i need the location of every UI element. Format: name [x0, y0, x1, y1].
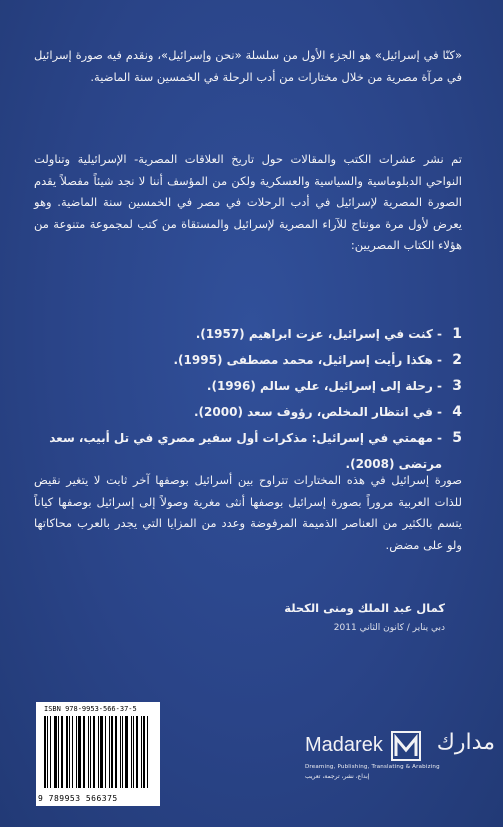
barcode-bar [50, 716, 51, 788]
barcode-bar [47, 716, 48, 788]
list-text: - رحلة إلى إسرائيل، علي سالم (1996). [206, 379, 442, 393]
barcode-bar [147, 716, 148, 788]
list-number: 2 [452, 352, 462, 368]
publisher-tagline: Dreaming, Publishing, Translating & Arabizing [305, 764, 440, 770]
barcode-bar [122, 716, 123, 788]
barcode-bar [100, 716, 103, 788]
list-text: - هكذا رأيت إسرائيل، محمد مصطفى (1995). [173, 353, 442, 367]
barcode-bar [78, 716, 81, 788]
barcode-bar [115, 716, 117, 788]
date-line: دبي يناير / كانون الثاني 2011 [333, 623, 445, 633]
barcode-bar [88, 716, 89, 788]
list-text: - في انتظار المخلص، رؤوف سعد (2000). [193, 405, 442, 419]
barcode-bar [136, 716, 138, 788]
publisher-name-latin: Madarek [305, 734, 383, 756]
barcode-bar [98, 716, 99, 788]
list-item [34, 373, 462, 399]
barcode-bar [105, 716, 106, 788]
list-number: 5 [452, 430, 462, 446]
barcode-bar [58, 716, 59, 788]
list-text: - كنت في إسرائيل، عزت ابراهيم (1957). [195, 327, 442, 341]
barcode-bars [44, 716, 152, 788]
list-number: 4 [452, 404, 462, 420]
third-paragraph: صورة إسرائيل في هذه المختارات تتراوح بين أسرائيل بوصفها آخر ثابت لا يتغير نقيض للذات العربية مروراً بصورة إسرائيل بوصفها أنثى مغرية وصولاً إلى إسرائيل بوصفها كياناً يتسم بالكثير من العناصر الذميمة المرفوضة وعدد من المزايا التي يجدر بالعرب محاكاتها ولو على مضض. [34, 473, 462, 552]
publisher-logo [305, 726, 495, 796]
list-number: 3 [452, 378, 462, 394]
barcode-bar [66, 716, 68, 788]
barcode [36, 702, 160, 806]
list-item [34, 347, 462, 373]
second-paragraph: تم نشر عشرات الكتب والمقالات حول تاريخ العلاقات المصرية- الإسرائيلية وتناولت النواحي الدبلوماسية والسياسية والعسكرية ولكن من المؤسف أننا لا نجد شيئاً مفصلاً يقدم الصورة المصرية لإسرائيل في أدب الرحلات في مصر في الخمسين سنة الماضية. وهو يعرض لأول مرة مونتاج للآراء المصرية لإسرائيل والمستقاة من كتب لمجموعة متنوعة من هؤلاء الكتاب المصريين: [34, 152, 462, 252]
publisher-tagline-arabic: إبداع، نشر، ترجمة، تعريب [305, 773, 370, 780]
barcode-bar [125, 716, 128, 788]
list-text: - مهمتي في إسرائيل: مذكرات أول سفير مصري في تل أبيب، سعد مرتضى (2008). [49, 431, 442, 471]
book-list [34, 321, 462, 477]
barcode-bar [120, 716, 121, 788]
barcode-bar [61, 716, 63, 788]
publisher-name-arabic: مدارك [436, 730, 495, 755]
authors: كمال عبد الملك ومنى الكحلة [284, 601, 445, 615]
barcode-bar [133, 716, 134, 788]
list-number: 1 [452, 326, 462, 342]
list-item [34, 399, 462, 425]
list-item [34, 321, 462, 347]
barcode-bar [111, 716, 113, 788]
barcode-bar [131, 716, 132, 788]
barcode-bar [141, 716, 142, 788]
barcode-bar [109, 716, 110, 788]
isbn-text: ISBN 978-9953-566-37-5 [44, 705, 137, 713]
barcode-bar [72, 716, 73, 788]
barcode-bar [93, 716, 95, 788]
barcode-digits: 9 789953 566375 [38, 794, 118, 803]
publisher-mark-icon [390, 730, 422, 762]
barcode-bar [76, 716, 77, 788]
barcode-bar [54, 716, 57, 788]
intro-paragraph: «كنّا في إسرائيل» هو الجزء الأول من سلسلة «نحن وإسرائيل»، ونقدم فيه صورة إسرائيل في مرآة مصرية من خلال مختارات من أدب الرحلة في الخمسين سنة الماضية. [34, 48, 462, 84]
barcode-bar [143, 716, 145, 788]
barcode-bar [69, 716, 70, 788]
barcode-bar [90, 716, 91, 788]
barcode-bar [83, 716, 85, 788]
barcode-bar [44, 716, 46, 788]
